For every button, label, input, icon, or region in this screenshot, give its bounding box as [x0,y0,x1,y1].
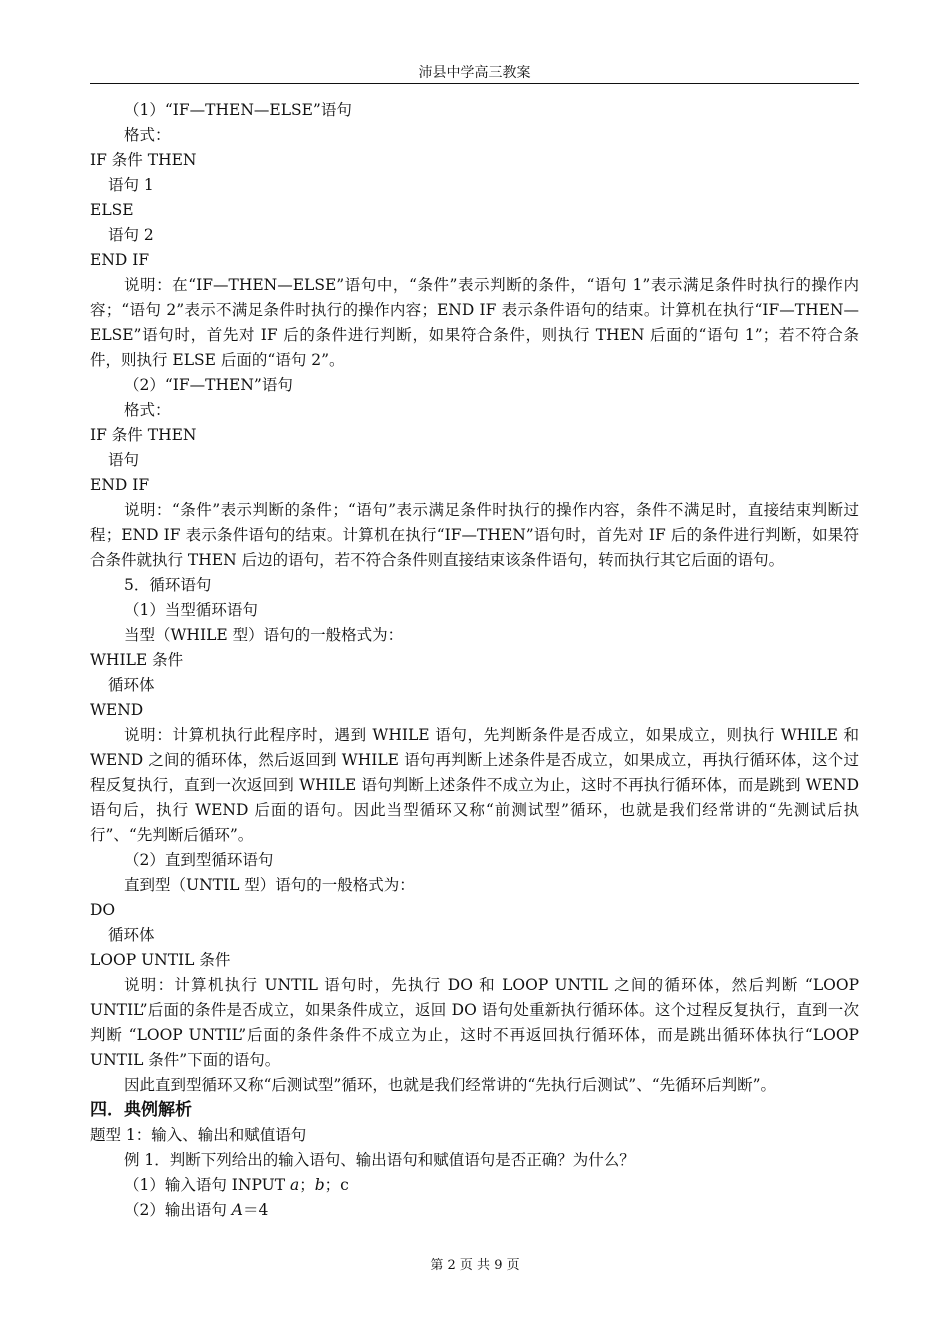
subsection-title-while: （1）当型循环语句 [124,601,258,619]
example-question: 例 1．判断下列给出的输入语句、输出语句和赋值语句是否正确？为什么？ [124,1151,635,1169]
code-line: END IF [90,251,150,269]
variable-a: a [289,1176,300,1194]
section-heading: 四．典例解析 [90,1100,192,1120]
code-line: 语句 2 [108,226,154,244]
example-item [90,1173,859,1198]
conclusion-paragraph: 因此直到型循环又称“后测试型”循环，也就是我们经常讲的“先执行后测试”、“先循环后判断”。 [124,1076,777,1094]
section-title-if-then-else: （1）“IF—THEN—ELSE”语句 [124,101,352,119]
code-line: 循环体 [108,926,155,944]
section-title-loop: 5．循环语句 [124,576,212,594]
explanation-paragraph: 说明：计算机执行 UNTIL 语句时，先执行 DO 和 LOOP UNTIL 之间的循环体，然后判断 “LOOP UNTIL”后面的条件是否成立，如果条件成立，返回 DO 语句处重新执行循环体。这个过程反复执行，直到一次判断 “LOOP UNTIL”后面的条件条件不成立为止，这时不再返回执行循环体，而是跳出循环体执行“LOOP UNTIL 条件”下面的语句。 [90,976,859,1069]
code-line: DO [90,901,116,919]
item-text: ＝4 [243,1201,269,1219]
header-divider [90,83,859,84]
problem-type-label: 题型 1：输入、输出和赋值语句 [90,1126,307,1144]
example-item [90,1198,859,1223]
format-label: 格式： [124,401,171,419]
code-line: 循环体 [108,676,155,694]
page-footer: 第 2 页 共 9 页 [430,1258,520,1273]
format-intro: 直到型（UNTIL 型）语句的一般格式为： [124,876,415,894]
variable-A: A [231,1201,243,1219]
code-line: IF 条件 THEN [90,426,197,444]
code-line: LOOP UNTIL 条件 [90,951,231,969]
format-intro: 当型（WHILE 型）语句的一般格式为： [124,626,404,644]
code-line: 语句 1 [108,176,154,194]
code-line: END IF [90,476,150,494]
separator: ；c [324,1176,349,1194]
code-line: WEND [90,701,144,719]
explanation-paragraph: 说明：“条件”表示判断的条件；“语句”表示满足条件时执行的操作内容，条件不满足时，直接结束判断过程；END IF 表示条件语句的结束。计算机在执行“IF—THEN”语句时，首先对 IF 后的条件进行判断，如果符合条件就执行 THEN 后边的语句，若不符合条件则直接结束该条件语句，转而执行其它后面的语句。 [90,501,859,569]
section-title-if-then: （2）“IF—THEN”语句 [124,376,293,394]
code-line: ELSE [90,201,134,219]
page-header: 沛县中学高三教案 [418,65,531,81]
item-text: （2）输出语句 [124,1201,232,1219]
code-line: 语句 [108,451,140,469]
item-text: （1）输入语句 INPUT [124,1176,290,1194]
format-label: 格式： [124,126,171,144]
subsection-title-until: （2）直到型循环语句 [124,851,274,869]
explanation-paragraph: 说明：计算机执行此程序时，遇到 WHILE 语句，先判断条件是否成立，如果成立，则执行 WHILE 和 WEND 之间的循环体，然后返回到 WHILE 语句再判断上述条件是否成立，如果成立，再执行循环体，这个过程反复执行，直到一次返回到 WHILE 语句判断上述条件不成立为止，这时不再执行循环体，而是跳到 WEND 语句后，执行 WEND 后面的语句。因此当型循环又称“前测试型”循环，也就是我们经常讲的“先测试后执行”、“先判断后循环”。 [90,726,859,844]
document-body [90,98,859,1223]
explanation-paragraph: 说明：在“IF—THEN—ELSE”语句中，“条件”表示判断的条件，“语句 1”表示满足条件时执行的操作内容；“语句 2”表示不满足条件时执行的操作内容；END IF 表示条件语句的结束。计算机在执行“IF—THEN—ELSE”语句时，首先对 IF 后的条件进行判断，如果符合条件，则执行 THEN 后面的“语句 1”；若不符合条件，则执行 ELSE 后面的“语句 2”。 [90,276,859,369]
separator: ； [299,1176,315,1194]
code-line: WHILE 条件 [90,651,184,669]
code-line: IF 条件 THEN [90,151,197,169]
variable-b: b [314,1176,325,1194]
